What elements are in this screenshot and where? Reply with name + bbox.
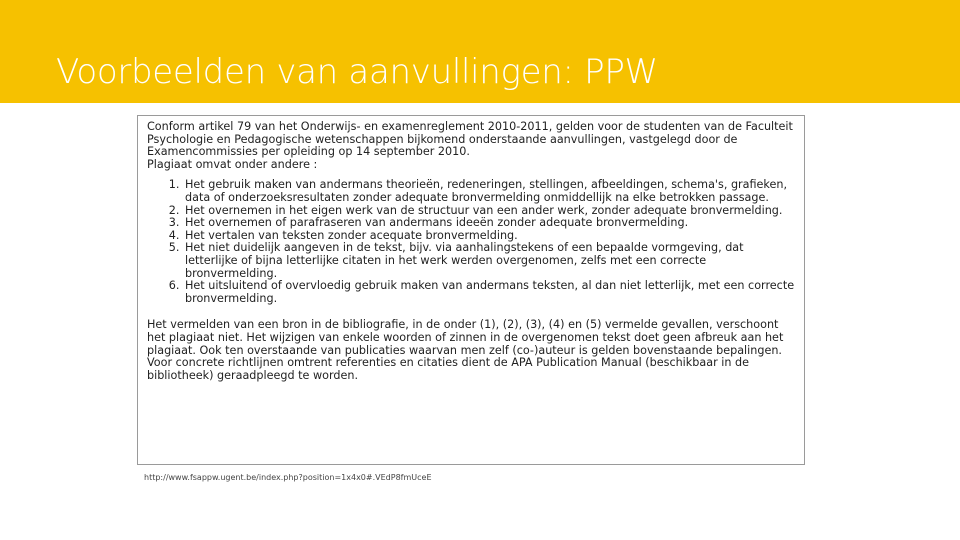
regulation-text [147,121,797,382]
list-item: 2. Het overnemen in het eigen werk van de structuur van een ander werk, zonder adequate bronvermelding. [183,205,797,218]
list-item: 1. Het gebruik maken van andermans theorieën, redeneringen, stellingen, afbeeldingen, schema's, grafieken, data of onderzoeksresultaten zonder adequate bronvermelding onmiddellijk na elke betrokken passage. [183,179,797,204]
source-link[interactable]: http://www.fsappw.ugent.be/index.php?position=1x4x0#.VEdP8fmUceE [144,473,432,482]
list-item: 6. Het uitsluitend of overvloedig gebruik maken van andermans teksten, al dan niet letterlijk, met een correcte bronvermelding. [183,280,797,305]
closing-paragraph: Het vermelden van een bron in de bibliografie, in de onder (1), (2), (3), (4) en (5) vermelde gevallen, verschoont het plagiaat niet. Het wijzigen van enkele woorden of zinnen in de overgenomen tekst doet geen afbreuk aan het plagiaat. Ook ten overstaande van publicaties waarvan men zelf (co-)auteur is gelden bovenstaande bepalingen. Voor concrete richtlijnen omtrent referenties en citaties dient de APA Publication Manual (beschikbaar in de bibliotheek) geraadpleegd te worden. [147,318,784,382]
title-banner [0,0,960,103]
slide-title: Voorbeelden van aanvullingen: PPW [56,52,658,92]
list-item: 5. Het niet duidelijk aangeven in de tekst, bijv. via aanhalingstekens of een bepaalde vormgeving, dat letterlijke of bijna letterlijke citaten in het werk werden overgenomen, zelfs met een correcte bronvermelding. [183,242,797,280]
list-item: 3. Het overnemen of parafraseren van andermans ideeën zonder adequate bronvermelding. [183,217,797,230]
plagiaat-heading: Plagiaat omvat onder andere : [147,157,318,171]
plagiaat-list [147,179,797,305]
regulation-document-image [137,115,805,465]
list-item: 4. Het vertalen van teksten zonder acequate bronvermelding. [183,230,797,243]
intro-paragraph: Conform artikel 79 van het Onderwijs- en examenreglement 2010-2011, gelden voor de studenten van de Faculteit Psychologie en Pedagogische wetenschappen bijkomend onderstaande aanvullingen, vastgelegd door de Examencommissies per opleiding op 14 september 2010. [147,120,793,159]
